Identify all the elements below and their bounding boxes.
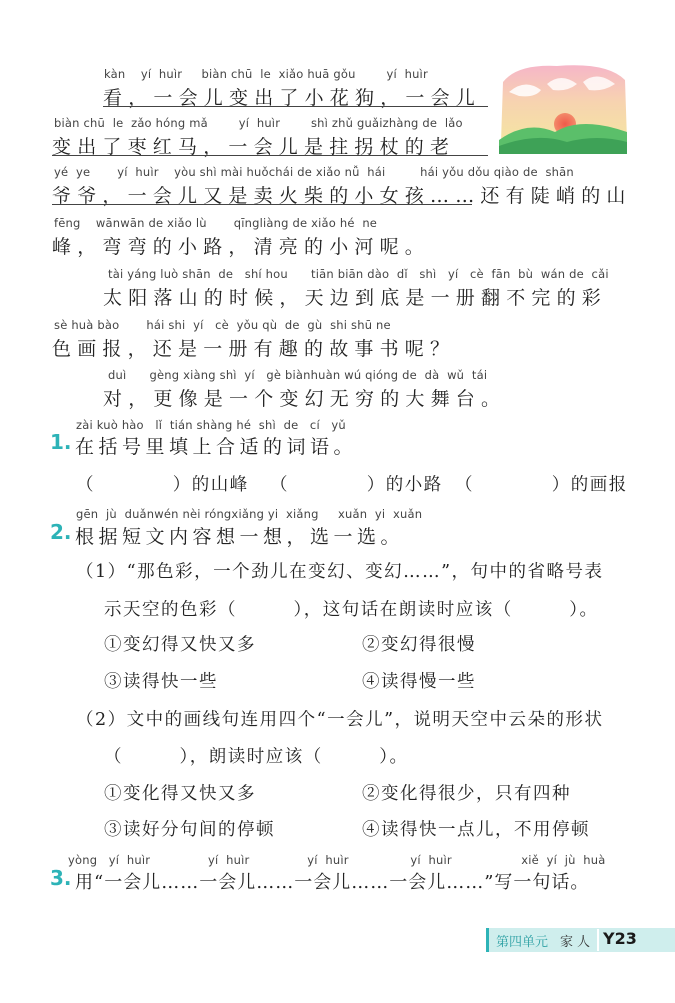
pinyin-line-7: duì gèng xiàng shì yí gè biànhuàn wú qióng de dà wǔ tái [108,368,488,382]
q2-sub1-option-1[interactable]: ①变幻得又快又多 [104,635,256,655]
q2-number: 2. [50,520,72,544]
q2-sub1-line2[interactable]: 示天空的色彩（ ），这句话在朗读时应该（ ）。 [104,600,599,620]
q1-blank-pictorial[interactable]: （ ）的画报 [455,475,628,495]
q2-sub2-line2[interactable]: （ ），朗读时应该（ ）。 [104,747,409,767]
q2-sub1-option-4[interactable]: ④读得慢一些 [362,672,476,692]
q3-instruction: 用“一会儿……一会儿……一会儿……一会儿……”写一句话。 [75,872,590,893]
sunset-clouds-illustration [497,62,629,154]
q1-blank-mountain[interactable]: （ ）的山峰 [76,475,249,495]
pinyin-line-5: tài yáng luò shān de shí hou tiān biān dào dǐ shì yí cè fān bù wán de cǎi [108,267,609,281]
q2-sub1-option-3[interactable]: ③读得快一些 [104,672,218,692]
passage-line-3: 爷爷，一会儿又是卖火柴的小女孩……还有陡峭的山 [52,185,632,207]
pinyin-line-6: sè huà bào hái shi yí cè yǒu qù de gù shi shū ne [54,318,391,332]
sentence-underline [103,106,488,107]
q2-sub2-option-4[interactable]: ④读得快一点儿，不用停顿 [362,820,590,840]
q2-sub2-option-2[interactable]: ②变化得很少，只有四种 [362,784,571,804]
q2-sub2-option-1[interactable]: ①变化得又快又多 [104,784,256,804]
footer-accent-line [486,928,489,952]
page-number: Y23 [603,929,637,948]
passage-line-6: 色画报，还是一册有趣的故事书呢？ [52,338,456,360]
pinyin-line-3: yé ye yí huìr yòu shì mài huǒchái de xiǎo nǚ hái hái yǒu dǒu qiào de shān [54,165,574,179]
pinyin-line-1: kàn yí huìr biàn chū le xiǎo huā gǒu yí huìr [104,67,428,81]
q1-instruction: 在括号里填上合适的词语。 [75,436,358,458]
passage-line-5: 太阳落山的时候，天边到底是一册翻不完的彩 [103,287,608,309]
q2-instruction: 根据短文内容想一想，选一选。 [75,526,405,548]
q3-number: 3. [50,866,72,890]
footer-separator [597,929,599,951]
q2-sub1-option-2[interactable]: ②变幻得很慢 [362,635,476,655]
q2-pinyin: gēn jù duǎnwén nèi róngxiǎng yi xiǎng xuǎn yi xuǎn [76,507,423,521]
pinyin-line-2: biàn chū le zǎo hóng mǎ yí huìr shì zhǔ guǎizhàng de lǎo [54,116,463,130]
passage-line-7: 对，更像是一个变幻无穷的大舞台。 [103,388,507,410]
sentence-underline [52,204,472,205]
passage-line-4: 峰，弯弯的小路，清亮的小河呢。 [52,236,431,258]
q1-pinyin: zài kuò hào lǐ tián shàng hé shì de cí yǔ [76,418,346,432]
passage-line-1: 看，一会儿变出了小花狗，一会儿 [103,87,482,109]
footer-title: 家人 [560,935,595,950]
q1-number: 1. [50,430,72,454]
q2-sub2-line1: （2）文中的画线句连用四个“一会儿”，说明天空中云朵的形状 [76,710,604,730]
q3-pinyin: yòng yí huìr yí huìr yí huìr yí huìr xiě yí jù huà [68,853,606,867]
footer-unit: 第四单元 [496,935,549,950]
q2-sub2-option-3[interactable]: ③读好分句间的停顿 [104,820,275,840]
passage-line-2: 变出了枣红马，一会儿是拄拐杖的老 [52,136,456,158]
q1-blank-path[interactable]: （ ）的小路 [270,475,443,495]
sentence-underline [52,155,488,156]
q2-sub1-line1: （1）“那色彩，一个劲儿在变幻、变幻……”，句中的省略号表 [76,562,604,582]
pinyin-line-4: fēng wānwān de xiǎo lù qīngliàng de xiǎo hé ne [54,216,378,230]
